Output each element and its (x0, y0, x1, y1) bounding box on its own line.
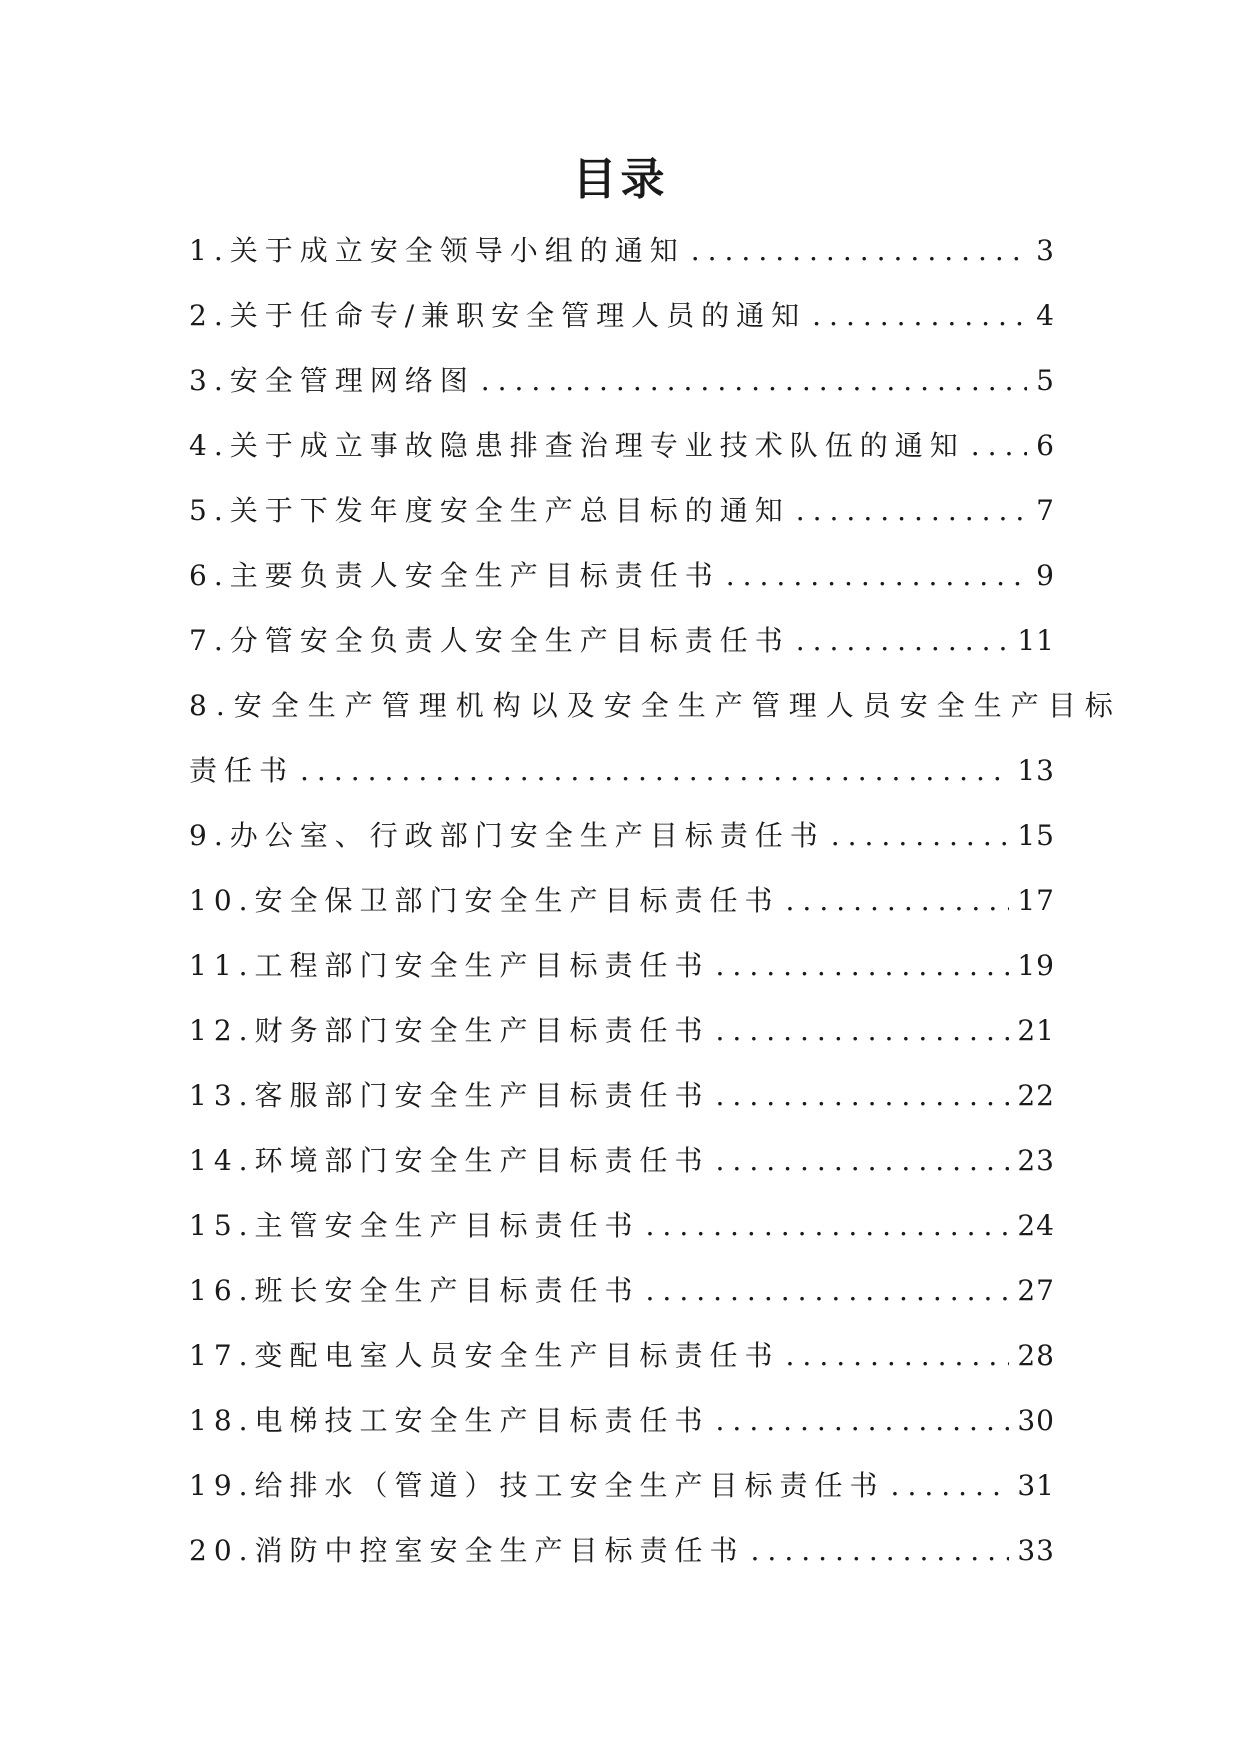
toc-entry-continuation[interactable] (189, 738, 1055, 803)
toc-entry-title: 13.客服部门安全生产目标责任书 (189, 1079, 710, 1112)
toc-entry-title: 15.主管安全生产目标责任书 (189, 1209, 640, 1242)
toc-leader-dots (710, 1388, 1010, 1453)
toc-leader-dots (294, 738, 1009, 803)
toc-entry-page: 21 (1017, 1014, 1055, 1047)
toc-entry-page: 30 (1017, 1404, 1055, 1437)
toc-entry-title: 6.主要负责人安全生产目标责任书 (189, 559, 720, 592)
page-title: 目录 (572, 154, 669, 205)
toc-entry-title: 4.关于成立事故隐患排查治理专业技术队伍的通知 (189, 429, 965, 462)
toc-leader-dots (885, 1453, 1010, 1518)
toc-entry-page: 11 (1017, 624, 1055, 657)
toc-entry-page: 33 (1017, 1534, 1055, 1567)
toc-leader-dots (710, 933, 1010, 998)
toc-entry[interactable] (189, 478, 1055, 543)
toc-entry-page: 24 (1017, 1209, 1055, 1242)
toc-leader-dots (640, 1193, 1010, 1258)
toc-entry-title: 11.工程部门安全生产目标责任书 (189, 949, 710, 982)
toc-entry-title: 19.给排水（管道）技工安全生产目标责任书 (189, 1469, 885, 1502)
toc-entry-page: 6 (1036, 429, 1055, 462)
toc-entry-page: 27 (1017, 1274, 1055, 1307)
toc-entry-page: 5 (1036, 364, 1055, 397)
toc-entry-page: 4 (1036, 299, 1055, 332)
toc-leader-dots (710, 998, 1010, 1063)
toc-entry-page: 31 (1017, 1469, 1055, 1502)
toc-entry-title: 12.财务部门安全生产目标责任书 (189, 1014, 710, 1047)
toc-entry[interactable] (189, 803, 1055, 868)
toc-entry-page: 19 (1017, 949, 1055, 982)
toc-entry-title: 7.分管安全负责人安全生产目标责任书 (189, 624, 790, 657)
toc-entry[interactable] (189, 868, 1055, 933)
toc-entry-page: 17 (1017, 884, 1055, 917)
toc-entry-title: 16.班长安全生产目标责任书 (189, 1274, 640, 1307)
toc-entry-page: 13 (1017, 754, 1055, 787)
toc-entry-title: 8.安全生产管理机构以及安全生产管理人员安全生产目标 (189, 689, 1122, 722)
toc-entry-title: 18.电梯技工安全生产目标责任书 (189, 1404, 710, 1437)
toc-entry-page: 28 (1017, 1339, 1055, 1372)
toc-entry[interactable] (189, 1518, 1055, 1583)
table-of-contents (189, 218, 1122, 1583)
toc-entry[interactable] (189, 1128, 1055, 1193)
toc-leader-dots (475, 348, 1027, 413)
toc-entry-page: 15 (1017, 819, 1055, 852)
toc-entry[interactable] (189, 1453, 1055, 1518)
toc-entry[interactable] (189, 933, 1055, 998)
toc-entry-page: 23 (1017, 1144, 1055, 1177)
toc-entry-page: 9 (1036, 559, 1055, 592)
toc-leader-dots (806, 283, 1027, 348)
toc-leader-dots (780, 868, 1010, 933)
toc-entry[interactable] (189, 998, 1055, 1063)
toc-entry[interactable] (189, 1193, 1055, 1258)
toc-entry-title-continuation: 责任书 (189, 754, 295, 787)
toc-leader-dots (790, 478, 1027, 543)
toc-entry[interactable] (189, 218, 1055, 283)
toc-entry-title: 20.消防中控室安全生产目标责任书 (189, 1534, 745, 1567)
toc-entry-title: 3.安全管理网络图 (189, 364, 475, 397)
toc-leader-dots (825, 803, 1010, 868)
toc-entry[interactable] (189, 1063, 1055, 1128)
toc-entry[interactable] (189, 1323, 1055, 1388)
toc-entry-page: 3 (1036, 234, 1055, 267)
toc-leader-dots (710, 1128, 1010, 1193)
toc-entry-title: 1.关于成立安全领导小组的通知 (189, 234, 685, 267)
toc-leader-dots (790, 608, 1010, 673)
toc-entry[interactable] (189, 413, 1055, 478)
toc-entry[interactable] (189, 283, 1055, 348)
toc-entry-title: 9.办公室、行政部门安全生产目标责任书 (189, 819, 825, 852)
toc-entry-title: 14.环境部门安全生产目标责任书 (189, 1144, 710, 1177)
toc-entry[interactable] (189, 543, 1055, 608)
toc-entry-title: 5.关于下发年度安全生产总目标的通知 (189, 494, 790, 527)
toc-entry-title: 10.安全保卫部门安全生产目标责任书 (189, 884, 780, 917)
toc-entry[interactable] (189, 1258, 1055, 1323)
toc-leader-dots (780, 1323, 1010, 1388)
toc-entry[interactable] (189, 608, 1055, 673)
toc-entry-title: 2.关于任命专/兼职安全管理人员的通知 (189, 299, 807, 332)
toc-leader-dots (745, 1518, 1010, 1583)
toc-leader-dots (685, 218, 1027, 283)
toc-leader-dots (710, 1063, 1010, 1128)
toc-leader-dots (640, 1258, 1010, 1323)
toc-entry-page: 7 (1036, 494, 1055, 527)
toc-leader-dots (720, 543, 1027, 608)
toc-entry-wrapped[interactable] (189, 673, 1122, 738)
toc-entry[interactable] (189, 348, 1055, 413)
toc-entry[interactable] (189, 1388, 1055, 1453)
toc-entry-page: 22 (1017, 1079, 1055, 1112)
toc-entry-title: 17.变配电室人员安全生产目标责任书 (189, 1339, 780, 1372)
toc-leader-dots (965, 413, 1027, 478)
